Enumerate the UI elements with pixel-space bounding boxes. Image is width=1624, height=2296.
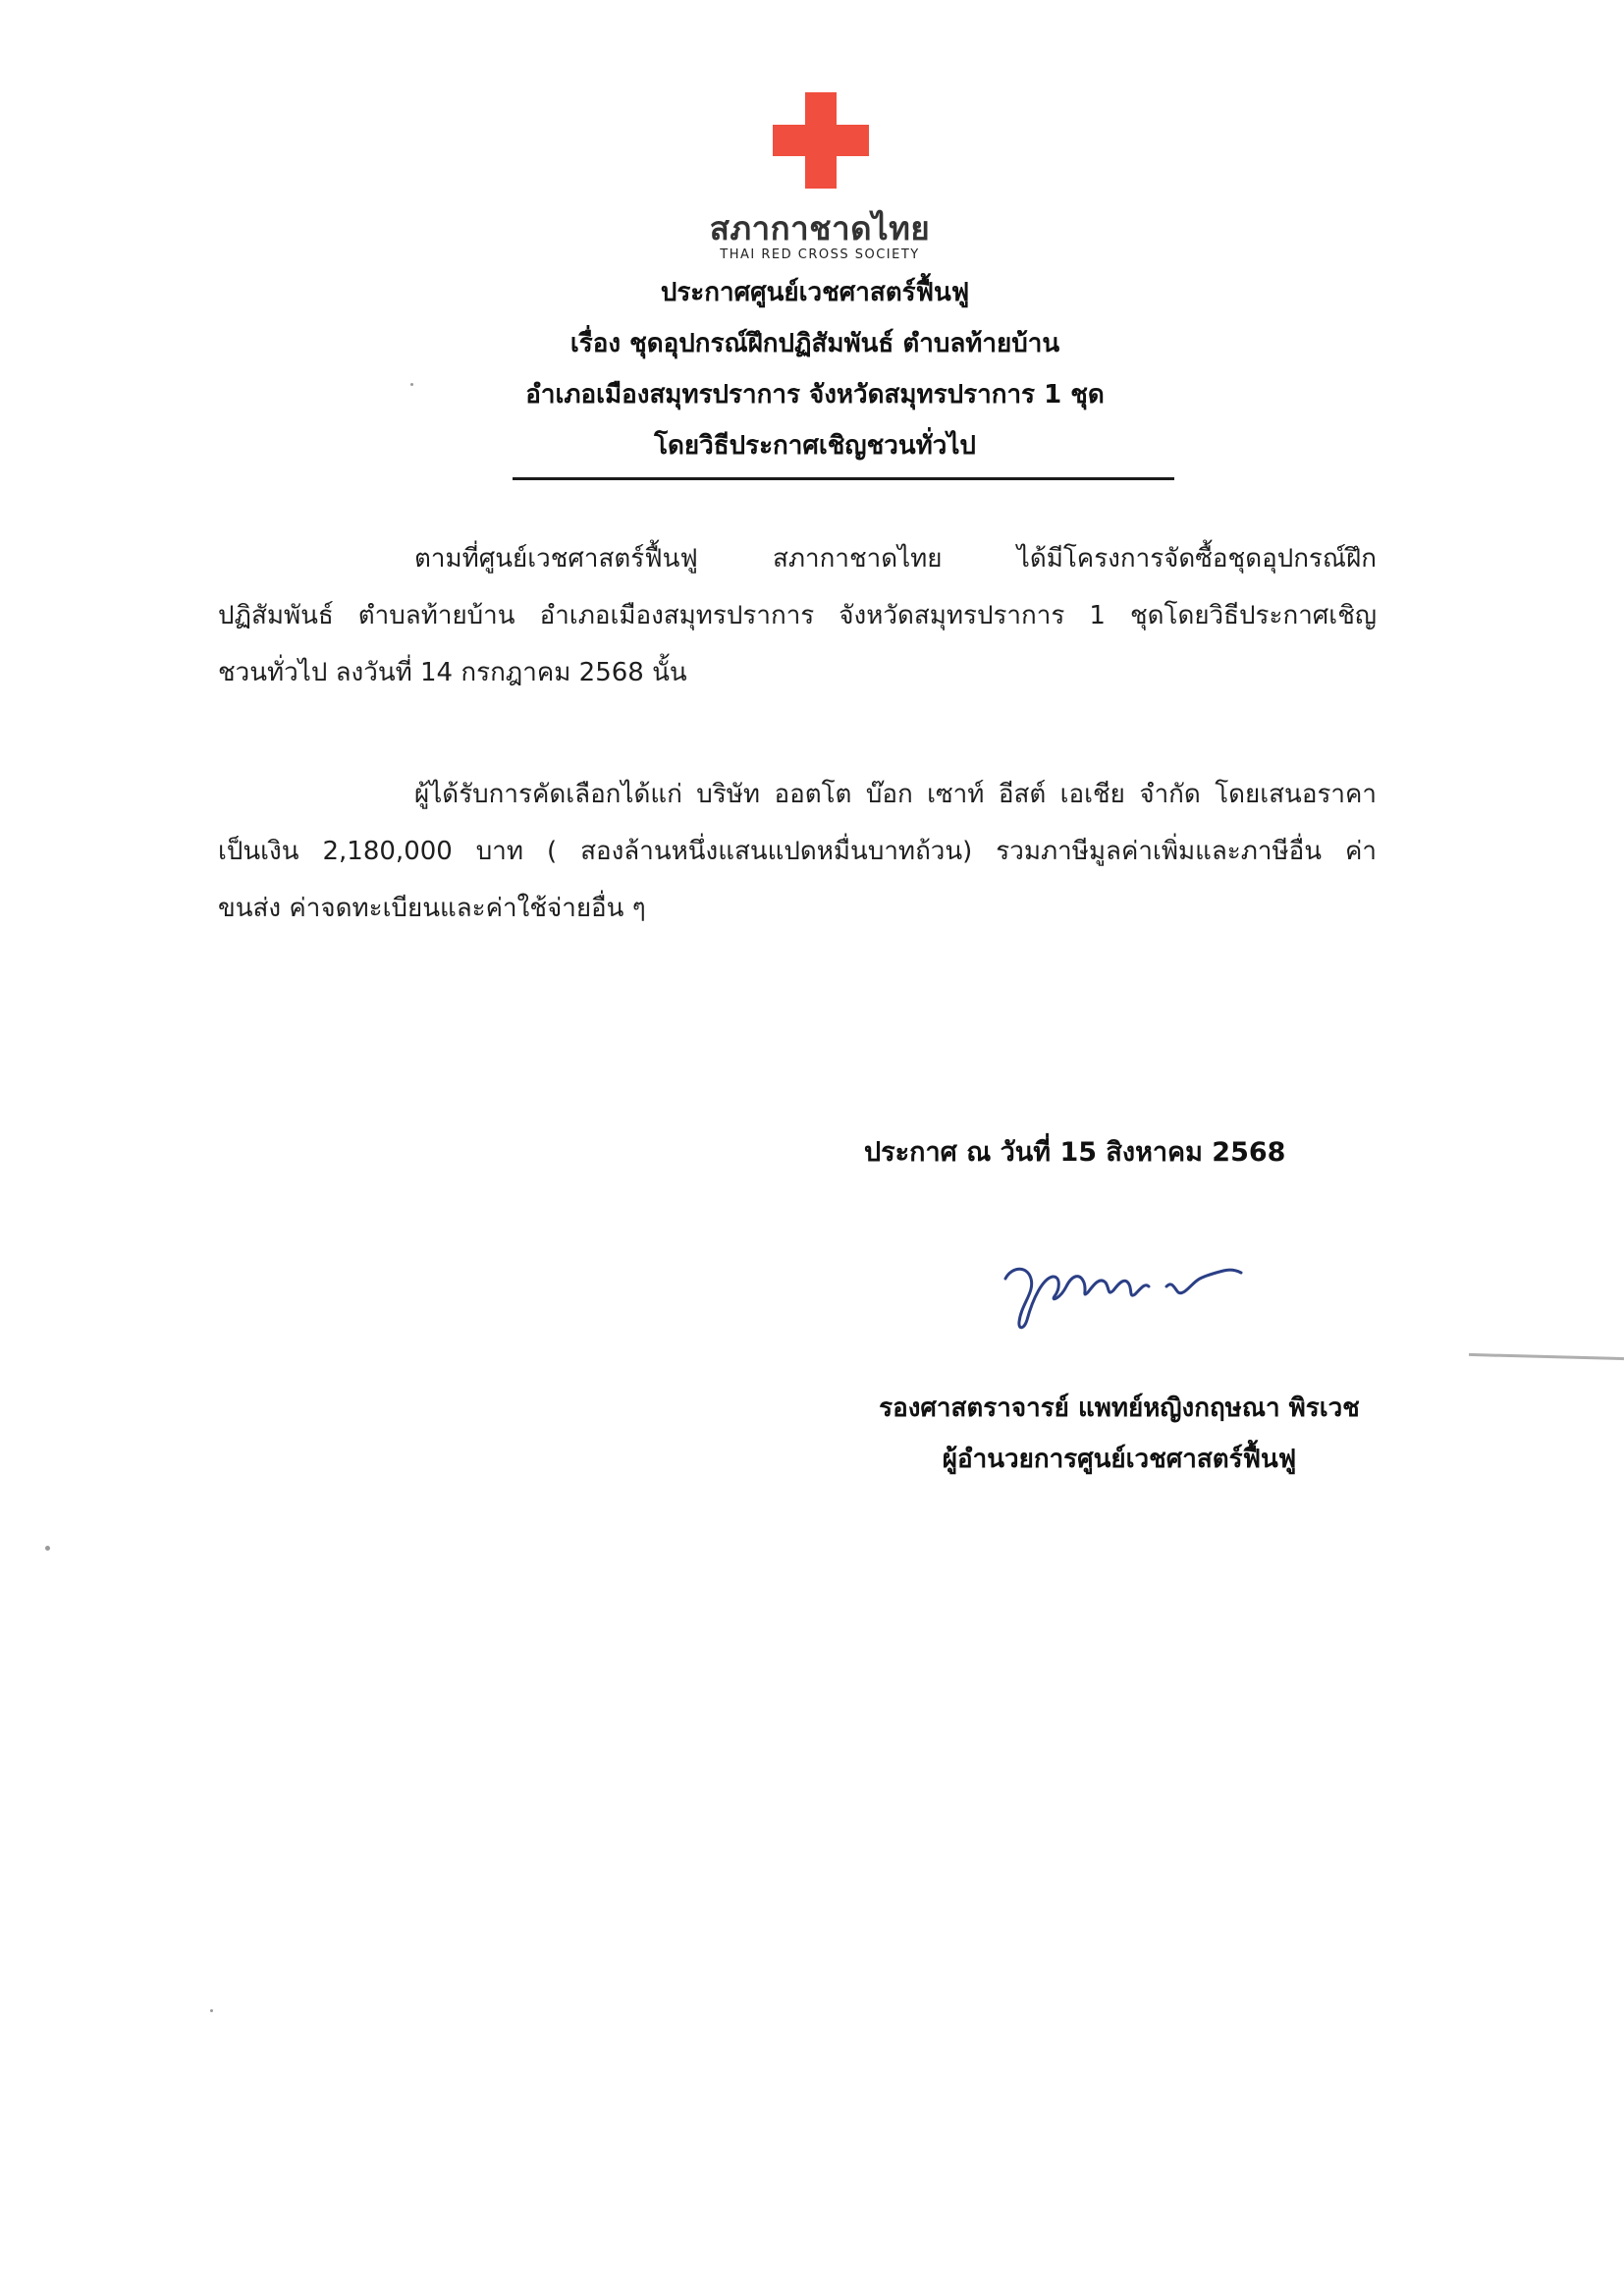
signer-name: รองศาสตราจารย์ แพทย์หญิงกฤษณา พิรเวช [879, 1394, 1360, 1423]
paragraph-line: ชวนทั่วไป ลงวันที่ 14 กรกฎาคม 2568 นั้น [218, 658, 687, 687]
scan-artifact [1469, 1353, 1624, 1360]
header-location: อำเภอเมืองสมุทรปราการ จังหวัดสมุทรปราการ 1 ชุด [525, 380, 1105, 410]
header-subject: เรื่อง ชุดอุปกรณ์ฝึกปฏิสัมพันธ์ ตำบลท้ายบ้าน [569, 329, 1060, 358]
paragraph-line: เป็นเงิน 2,180,000 บาท ( สองล้านหนึ่งแสนแปดหมื่นบาทถ้วน) รวมภาษีมูลค่าเพิ่มและภาษีอื่น ค่า [218, 837, 1377, 866]
paragraph-line: ปฏิสัมพันธ์ ตำบลท้ายบ้าน อำเภอเมืองสมุทรปราการ จังหวัดสมุทรปราการ 1 ชุดโดยวิธีประกาศเชิญ [218, 601, 1377, 630]
org-name-thai: สภากาชาดไทย [709, 209, 931, 247]
announcement-header [324, 267, 1306, 471]
scan-speck [210, 2009, 213, 2012]
body-paragraph-1 [218, 530, 1377, 701]
signer-block [766, 1383, 1473, 1485]
paragraph-line: ขนส่ง ค่าจดทะเบียนและค่าใช้จ่ายอื่น ๆ [218, 894, 646, 923]
signer-title: ผู้อำนวยการศูนย์เวชศาสตร์ฟื้นฟู [942, 1445, 1297, 1474]
paragraph-line: ผู้ได้รับการคัดเลือกได้แก่ บริษัท ออตโต บ๊อก เซาท์ อีสต์ เอเชีย จำกัด โดยเสนอราคา [414, 780, 1377, 809]
org-name-english: THAI RED CROSS SOCIETY [720, 247, 920, 262]
header-method: โดยวิธีประกาศเชิญชวนทั่วไป [654, 431, 976, 461]
red-cross-icon [773, 92, 869, 189]
scan-speck [45, 1546, 50, 1551]
body-paragraph-2 [218, 766, 1377, 937]
scan-speck [410, 383, 413, 386]
paragraph-line: ตามที่ศูนย์เวชศาสตร์ฟื้นฟู สภากาชาดไทย ได้มีโครงการจัดซื้อชุดอุปกรณ์ฝึก [414, 544, 1377, 574]
announcement-date: ประกาศ ณ วันที่ 15 สิงหาคม 2568 [864, 1137, 1286, 1168]
header-title: ประกาศศูนย์เวชศาสตร์ฟื้นฟู [660, 278, 970, 307]
signature-image [992, 1228, 1247, 1345]
header-divider [513, 477, 1174, 480]
